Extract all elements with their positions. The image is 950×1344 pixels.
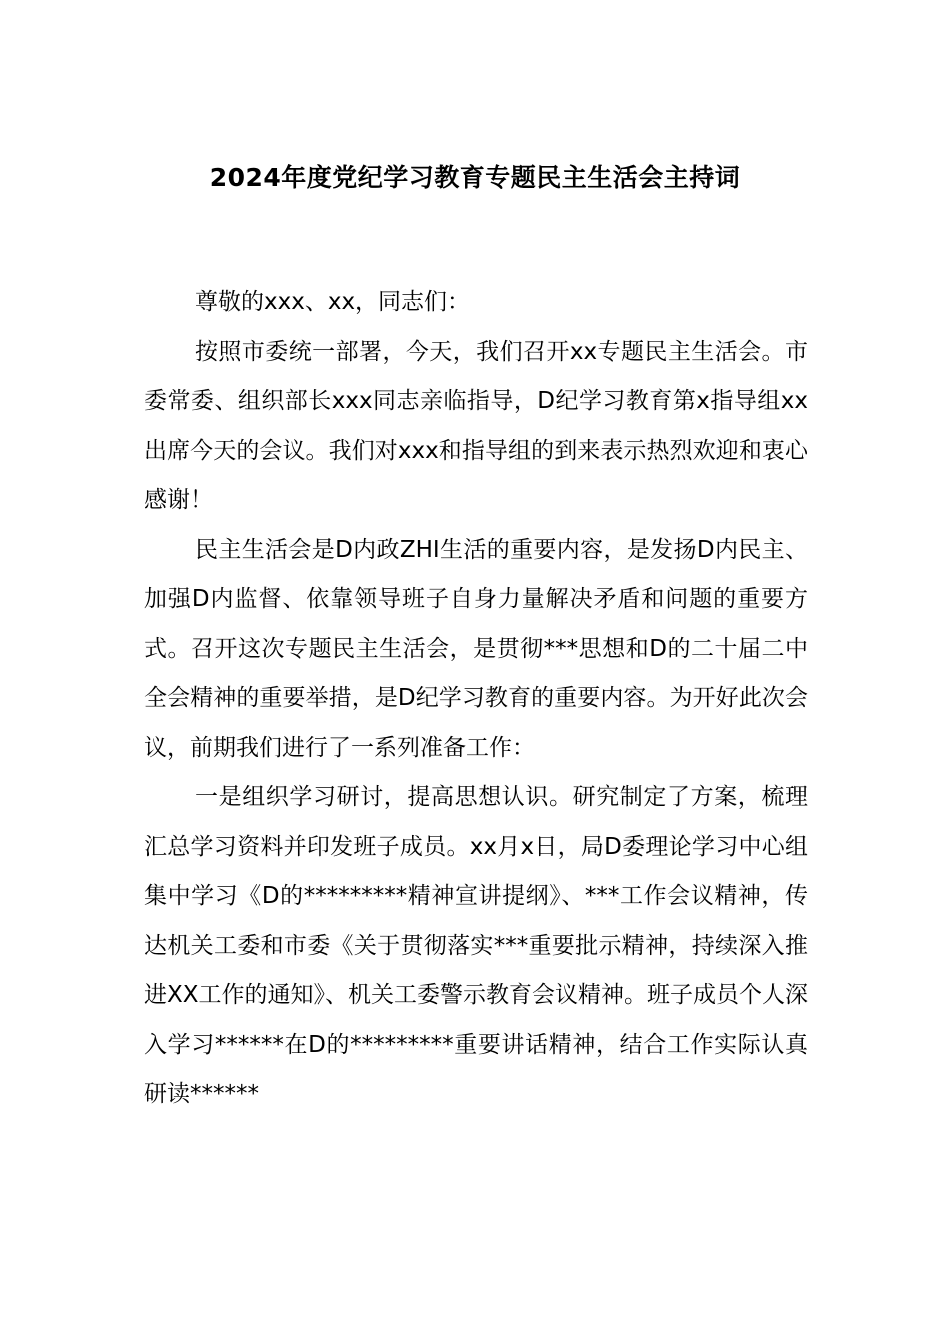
salutation-paragraph: 尊敬的xxx、xx，同志们： <box>195 289 471 315</box>
opening-paragraph: 按照市委统一部署，今天，我们召开xx专题民主生活会。市委常委、组织部长xxx同志亲临指导，D纪学习教育第x指导组xx出席今天的会议。我们对xxx和指导组的到来表示热烈欢迎和衷心感谢！ <box>144 338 808 513</box>
preparation-paragraph: 一是组织学习研讨，提高思想认识。研究制定了方案，梳理汇总学习资料并印发班子成员。xx月x日，局D委理论学习中心组集中学习《D的*********精神宣讲提纲》、***工作会议精神，传达机关工委和市委《关于贯彻落实***重要批示精神，持续深入推进XX工作的通知》、机关工委警示教育会议精神。班子成员个人深入学习******在D的*********重要讲话精神，结合工作实际认真研读****** <box>144 784 809 1107</box>
purpose-paragraph: 民主生活会是D内政ZHI生活的重要内容，是发扬D内民主、加强D内监督、依靠领导班子自身力量解决矛盾和问题的重要方式。召开这次专题民主生活会，是贯彻***思想和D的二十届二中全会精神的重要举措，是D纪学习教育的重要内容。为开好此次会议，前期我们进行了一系列准备工作： <box>144 536 808 761</box>
document-body <box>144 278 808 1120</box>
document-title: 2024年度党纪学习教育专题民主生活会主持词 <box>209 163 741 192</box>
